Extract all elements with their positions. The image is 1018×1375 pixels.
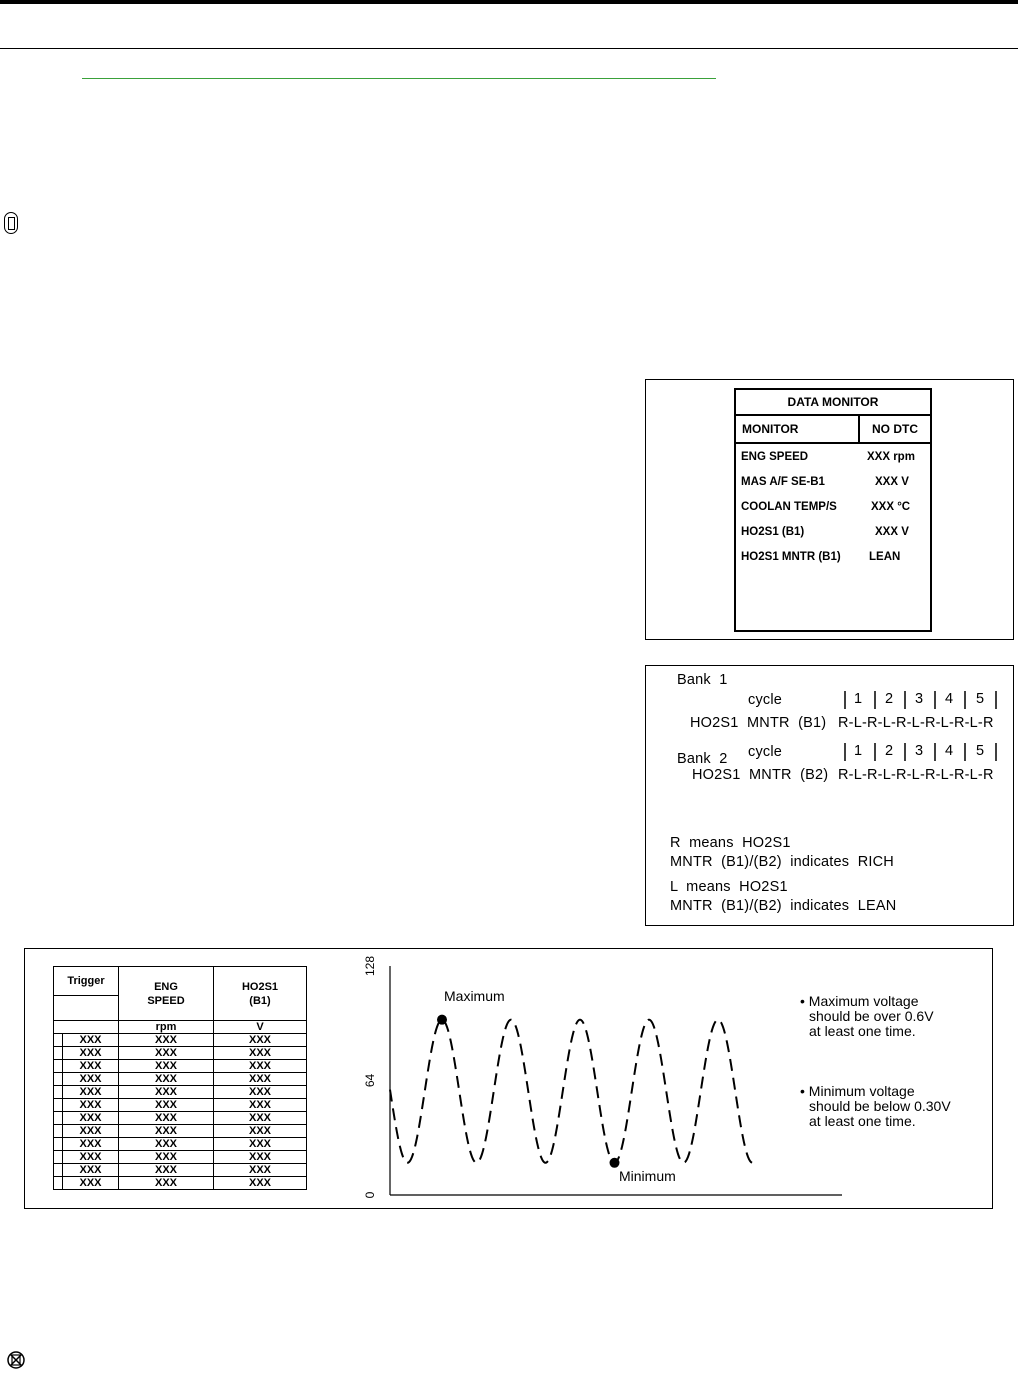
table-cell: XXX [119, 1112, 214, 1125]
monitor-row [736, 470, 930, 495]
trigger-marker-cell [54, 1177, 63, 1190]
table-cell: XXX [119, 1138, 214, 1151]
max-label: Maximum [444, 988, 505, 1004]
bank2-sequence-label: HO2S1 MNTR (B2) [692, 767, 829, 783]
table-cell: XXX [119, 1099, 214, 1112]
table-cell: XXX [214, 1151, 307, 1164]
table-cell: XXX [214, 1073, 307, 1086]
monitor-label: COOLAN TEMP/S [741, 501, 837, 513]
bank2-sequence: R-L-R-L-R-L-R-L-R-L-R [838, 767, 994, 783]
table-row [54, 1034, 307, 1047]
trigger-marker-cell [54, 1151, 63, 1164]
trigger-marker-cell [54, 1164, 63, 1177]
y-tick-label: 0 [363, 1191, 377, 1199]
bank1-cycle-label: cycle [748, 692, 783, 708]
max-note-line3: at least one time. [809, 1023, 916, 1039]
status-header: NO DTC [872, 422, 918, 436]
table-cell: XXX [119, 1177, 214, 1190]
monitor-label: MAS A/F SE-B1 [741, 476, 825, 488]
table-row [54, 1151, 307, 1164]
table-cell: XXX [63, 1164, 119, 1177]
header-divider [0, 48, 1018, 49]
bank1-sequence-label: HO2S1 MNTR (B1) [690, 715, 827, 731]
table-cell: XXX [63, 1086, 119, 1099]
r-note-line2: MNTR (B1)/(B2) indicates RICH [670, 854, 894, 870]
monitor-row [736, 445, 930, 470]
monitor-row [736, 545, 930, 570]
bank2-cycle-label: cycle [748, 744, 783, 760]
cycle-number: 1 [854, 743, 863, 759]
table-cell: XXX [214, 1125, 307, 1138]
table-row [54, 1073, 307, 1086]
l-note-line2: MNTR (B1)/(B2) indicates LEAN [670, 898, 897, 914]
eng-speed-header: ENG SPEED [119, 967, 214, 1021]
trigger-header: Trigger [54, 967, 119, 996]
ho2s1-header: HO2S1 (B1) [214, 967, 307, 1021]
table-cell: XXX [119, 1151, 214, 1164]
table-cell: XXX [63, 1138, 119, 1151]
top-rule [0, 0, 1018, 4]
max-note-line2: should be over 0.6V [809, 1008, 934, 1024]
min-note-line3: at least one time. [809, 1113, 916, 1129]
table-cell: XXX [63, 1060, 119, 1073]
bank1-title: Bank 1 [677, 672, 728, 688]
bank2-title: Bank 2 [677, 751, 728, 767]
trigger-marker-cell [54, 1099, 63, 1112]
monitor-value: XXX °C [871, 501, 911, 513]
monitor-label: HO2S1 (B1) [741, 526, 805, 538]
table-row [54, 1112, 307, 1125]
table-cell: XXX [119, 1060, 214, 1073]
monitor-value: LEAN [869, 551, 901, 563]
trigger-marker-cell [54, 1138, 63, 1151]
min-note-line2: should be below 0.30V [809, 1098, 951, 1114]
table-cell: XXX [63, 1151, 119, 1164]
table-row [54, 1177, 307, 1190]
monitor-label: HO2S1 MNTR (B1) [741, 551, 841, 563]
r-note-line1: R means HO2S1 [670, 835, 791, 851]
document-icon[interactable] [4, 212, 18, 234]
monitor-row [736, 520, 930, 545]
max-note-line1: • Maximum voltage [800, 993, 919, 1009]
table-cell: XXX [214, 1099, 307, 1112]
min-label: Minimum [619, 1168, 676, 1184]
trigger-marker-cell [54, 1060, 63, 1073]
table-cell: XXX [119, 1164, 214, 1177]
trigger-table [53, 966, 307, 1190]
cycle-number: 3 [915, 691, 924, 707]
waveform-line [390, 1020, 752, 1163]
cycle-number: 2 [885, 691, 894, 707]
table-cell: XXX [63, 1047, 119, 1060]
trigger-marker-cell [54, 1125, 63, 1138]
table-cell: XXX [63, 1125, 119, 1138]
table-row [54, 1138, 307, 1151]
table-cell: XXX [214, 1047, 307, 1060]
table-cell: XXX [119, 1047, 214, 1060]
data-monitor-title: DATA MONITOR [736, 390, 930, 416]
bank2-cycle-scale [838, 741, 1004, 763]
trigger-blank-cell [54, 996, 119, 1021]
monitor-header: MONITOR [736, 416, 860, 442]
l-note-line1: L means HO2S1 [670, 879, 788, 895]
table-cell: XXX [214, 1164, 307, 1177]
cycle-number: 2 [885, 743, 894, 759]
cycle-number: 3 [915, 743, 924, 759]
table-cell: XXX [214, 1086, 307, 1099]
min-note [800, 1084, 951, 1129]
monitor-value: XXX V [875, 526, 909, 538]
cycle-number: 5 [976, 691, 985, 707]
table-cell: XXX [214, 1034, 307, 1047]
bank1-cycle-scale [838, 689, 1004, 711]
table-cell: XXX [119, 1086, 214, 1099]
volt-unit: V [214, 1021, 307, 1034]
table-cell: XXX [119, 1034, 214, 1047]
table-cell: XXX [214, 1112, 307, 1125]
link-underline [82, 78, 716, 79]
data-monitor-header [736, 416, 930, 444]
cycle-number: 4 [945, 691, 954, 707]
y-tick-label: 128 [363, 955, 377, 977]
no-entry-icon[interactable] [6, 1350, 26, 1370]
table-cell: XXX [119, 1125, 214, 1138]
monitor-row [736, 495, 930, 520]
cycle-number: 4 [945, 743, 954, 759]
monitor-value: XXX rpm [867, 451, 915, 463]
trigger-table-container [53, 966, 307, 1190]
table-row [54, 1099, 307, 1112]
min-point [610, 1158, 620, 1168]
y-tick-label: 64 [363, 1073, 377, 1088]
table-cell: XXX [63, 1112, 119, 1125]
table-cell: XXX [214, 1177, 307, 1190]
table-cell: XXX [214, 1060, 307, 1073]
trigger-unit-cell [54, 1021, 119, 1034]
table-cell: XXX [63, 1099, 119, 1112]
table-row [54, 1164, 307, 1177]
trigger-marker-cell [54, 1047, 63, 1060]
min-note-line1: • Minimum voltage [800, 1083, 915, 1099]
data-monitor-screen [734, 388, 932, 632]
trigger-marker-cell [54, 1073, 63, 1086]
trigger-marker-cell [54, 1112, 63, 1125]
table-cell: XXX [63, 1034, 119, 1047]
table-cell: XXX [119, 1073, 214, 1086]
table-row [54, 1047, 307, 1060]
trigger-marker-cell [54, 1086, 63, 1099]
table-cell: XXX [214, 1138, 307, 1151]
table-cell: XXX [63, 1073, 119, 1086]
table-row [54, 1125, 307, 1138]
max-point [437, 1015, 447, 1025]
monitor-value: XXX V [875, 476, 909, 488]
table-row [54, 1086, 307, 1099]
cycle-number: 1 [854, 691, 863, 707]
monitor-label: ENG SPEED [741, 451, 809, 463]
rpm-unit: rpm [119, 1021, 214, 1034]
max-note [800, 994, 934, 1039]
bank1-sequence: R-L-R-L-R-L-R-L-R-L-R [838, 715, 994, 731]
cycle-number: 5 [976, 743, 985, 759]
table-row [54, 1060, 307, 1073]
trigger-marker-cell [54, 1034, 63, 1047]
table-cell: XXX [63, 1177, 119, 1190]
